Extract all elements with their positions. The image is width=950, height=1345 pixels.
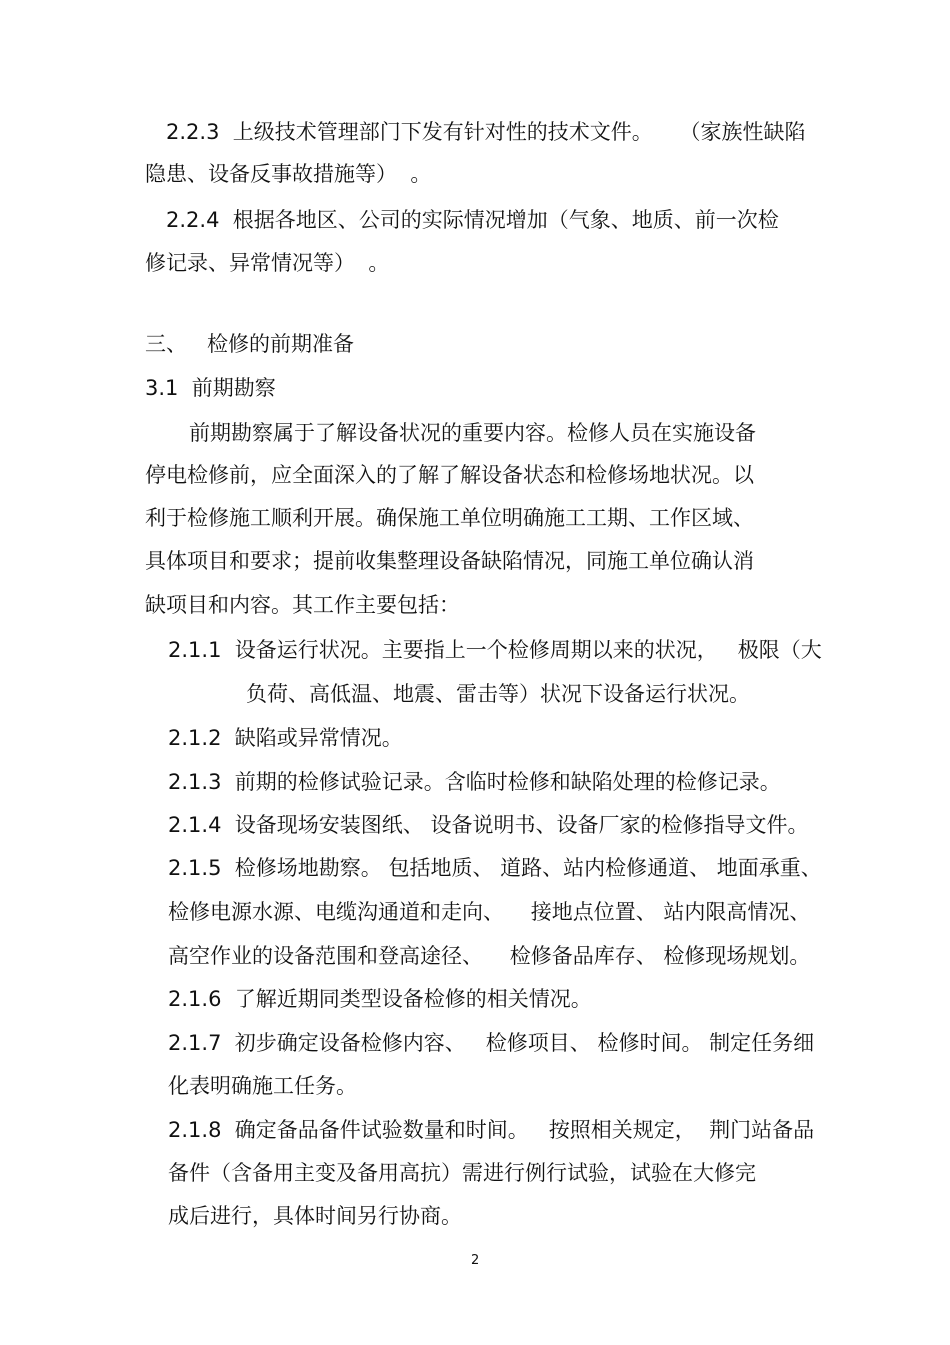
text-line: 2.1.2 缺陷或异常情况。 [168,726,403,750]
text-line: 检修电源水源、电缆沟通道和走向、 接地点位置、 站内限高情况、 [168,900,811,924]
text-line: 2.1.5 检修场地勘察。 包括地质、 道路、站内检修通道、 地面承重、 [168,856,822,880]
text-line: 具体项目和要求；提前收集整理设备缺陷情况，同施工单位确认消 [145,549,754,573]
text-line: 缺项目和内容。其工作主要包括： [145,593,460,617]
text-line: 修记录、异常情况等） 。 [145,251,390,275]
text-line: 2.1.6 了解近期同类型设备检修的相关情况。 [168,987,592,1011]
text-line: 2.1.4 设备现场安装图纸、 设备说明书、设备厂家的检修指导文件。 [168,813,809,837]
page-number: 2 [471,1253,480,1268]
text-line: 前期勘察属于了解设备状况的重要内容。检修人员在实施设备 [189,421,756,445]
text-line: 负荷、高低温、地震、雷击等）状况下设备运行状况。 [246,682,750,706]
text-line: 2.2.4 根据各地区、公司的实际情况增加（气象、地质、前一次检 [166,208,779,232]
text-line: 停电检修前，应全面深入的了解了解设备状态和检修场地状况。以 [145,463,754,487]
text-line: 高空作业的设备范围和登高途径、 检修备品库存、 检修现场规划。 [168,944,811,968]
text-line: 化表明确施工任务。 [168,1074,357,1098]
text-line: 2.1.3 前期的检修试验记录。含临时检修和缺陷处理的检修记录。 [168,770,781,794]
section-heading: 三、 检修的前期准备 [145,332,355,356]
text-line: 2.1.8 确定备品备件试验数量和时间。 按照相关规定， 荆门站备品 [168,1118,815,1142]
text-line: 成后进行，具体时间另行协商。 [168,1204,462,1228]
text-line: 利于检修施工顺利开展。确保施工单位明确施工工期、工作区域、 [145,506,754,530]
text-line: 备件（含备用主变及备用高抗）需进行例行试验，试验在大修完 [168,1161,756,1185]
text-line: 2.1.7 初步确定设备检修内容、 检修项目、 检修时间。 制定任务细 [168,1031,815,1055]
subsection-heading: 3.1 前期勘察 [145,376,276,400]
text-line: 2.1.1 设备运行状况。主要指上一个检修周期以来的状况， 极限（大 [168,638,822,662]
text-line: 隐患、设备反事故措施等） 。 [145,162,432,186]
text-line: 2.2.3 上级技术管理部门下发有针对性的技术文件。 （家族性缺陷 [166,120,806,144]
